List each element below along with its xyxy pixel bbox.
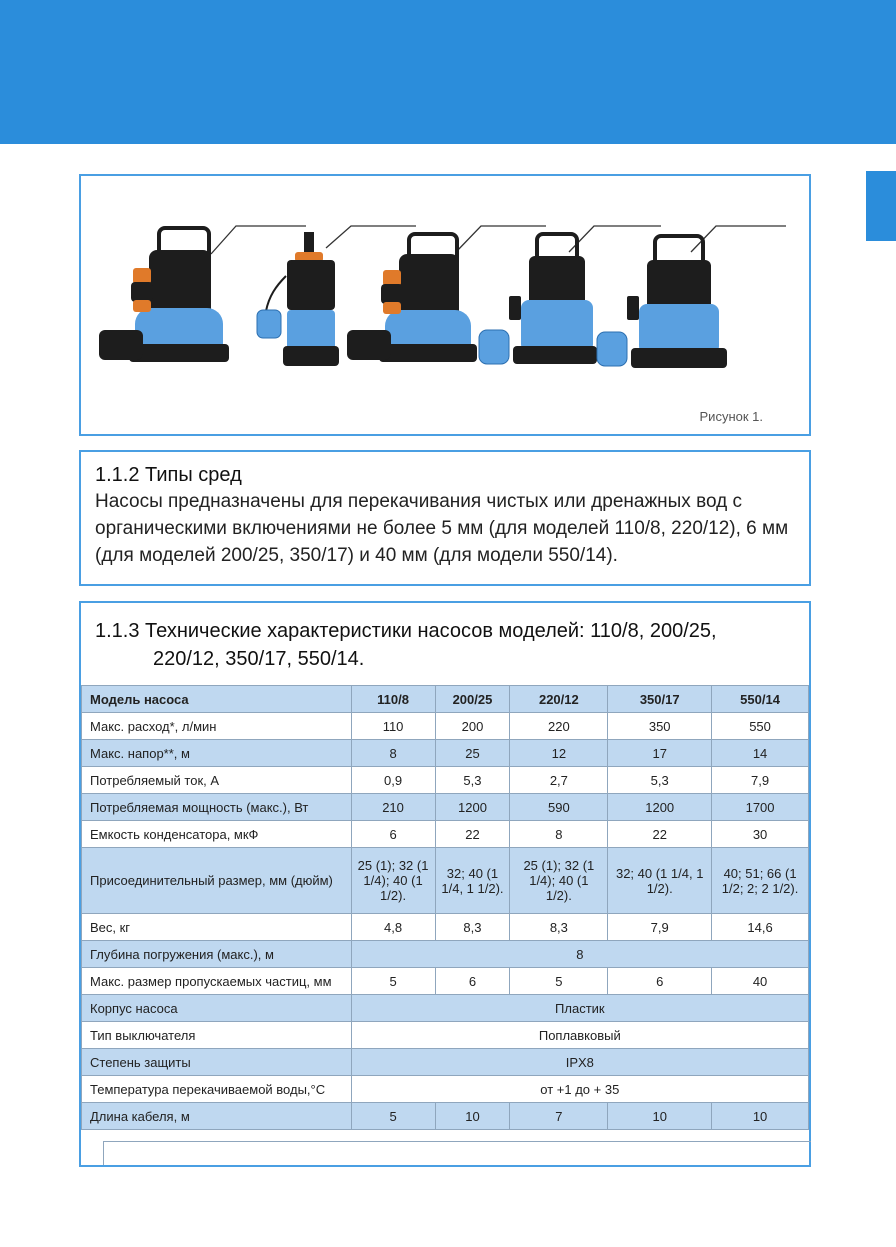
specs-section xyxy=(79,601,811,1167)
row-value: 5 xyxy=(510,968,608,995)
row-value: 590 xyxy=(510,794,608,821)
row-value: 32; 40 (1 1/4, 1 1/2). xyxy=(608,848,712,914)
row-value: 30 xyxy=(712,821,809,848)
row-label: Макс. расход*, л/мин xyxy=(82,713,352,740)
header-band xyxy=(0,0,896,144)
row-label: Тип выключателя xyxy=(82,1022,352,1049)
row-value: 5 xyxy=(351,1103,435,1130)
row-value: 7,9 xyxy=(608,914,712,941)
row-value: 25 xyxy=(435,740,510,767)
table-row xyxy=(82,995,809,1022)
row-label: Потребляемая мощность (макс.), Вт xyxy=(82,794,352,821)
row-value: 14 xyxy=(712,740,809,767)
row-value: 7,9 xyxy=(712,767,809,794)
side-tab xyxy=(866,171,896,241)
specs-table xyxy=(81,685,809,1130)
row-label: Длина кабеля, м xyxy=(82,1103,352,1130)
row-value: 8,3 xyxy=(510,914,608,941)
row-label: Емкость конденсатора, мкФ xyxy=(82,821,352,848)
header-model-2: 200/25 xyxy=(435,686,510,713)
row-value: 5,3 xyxy=(435,767,510,794)
row-label: Вес, кг xyxy=(82,914,352,941)
row-value: 4,8 xyxy=(351,914,435,941)
row-value: 14,6 xyxy=(712,914,809,941)
table-row xyxy=(82,821,809,848)
row-label: Потребляемый ток, А xyxy=(82,767,352,794)
row-value: 22 xyxy=(608,821,712,848)
table-row xyxy=(82,794,809,821)
row-value: 350 xyxy=(608,713,712,740)
figure-caption: Рисунок 1. xyxy=(699,409,763,424)
row-value: 1700 xyxy=(712,794,809,821)
figure-pumps xyxy=(79,174,811,436)
row-value: 40; 51; 66 (1 1/2; 2; 2 1/2). xyxy=(712,848,809,914)
pump-550-14 xyxy=(597,236,727,368)
header-model-1: 110/8 xyxy=(351,686,435,713)
table-row xyxy=(82,1049,809,1076)
row-value: 10 xyxy=(712,1103,809,1130)
table-row xyxy=(82,941,809,968)
row-value-merged: от +1 до + 35 xyxy=(351,1076,808,1103)
table-row xyxy=(82,914,809,941)
row-value: 5 xyxy=(351,968,435,995)
row-value: 110 xyxy=(351,713,435,740)
row-value-merged: Пластик xyxy=(351,995,808,1022)
row-label: Макс. размер пропускаемых частиц, мм xyxy=(82,968,352,995)
header-model-4: 350/17 xyxy=(608,686,712,713)
table-row xyxy=(82,713,809,740)
row-value: 22 xyxy=(435,821,510,848)
row-value: 32; 40 (1 1/4, 1 1/2). xyxy=(435,848,510,914)
table-row xyxy=(82,1076,809,1103)
pump-350-17 xyxy=(479,234,597,364)
table-row xyxy=(82,848,809,914)
specs-heading-line1: 1.1.3 Технические характеристики насосов моделей: 110/8, 200/25, xyxy=(95,620,717,642)
row-value: 6 xyxy=(351,821,435,848)
pump-illustration xyxy=(81,176,809,434)
pump-110-8 xyxy=(99,228,229,362)
row-label: Глубина погружения (макс.), м xyxy=(82,941,352,968)
row-value-merged: Поплавковый xyxy=(351,1022,808,1049)
row-value: 40 xyxy=(712,968,809,995)
row-value: 8,3 xyxy=(435,914,510,941)
row-value: 6 xyxy=(435,968,510,995)
row-label: Присоединительный размер, мм (дюйм) xyxy=(82,848,352,914)
table-header-row xyxy=(82,686,809,713)
media-types-text: Насосы предназначены для перекачивания чистых или дренажных вод с органическими включениями не более 5 мм (для моделей 110/8, 220/12), 6 мм (для моделей 200/25, 350/17) и 40 мм (для модели 550/14). xyxy=(95,491,789,566)
header-model-3: 220/12 xyxy=(510,686,608,713)
table-row xyxy=(82,1022,809,1049)
row-value: 17 xyxy=(608,740,712,767)
media-types-heading: 1.1.2 Типы сред xyxy=(95,464,242,486)
row-value: 550 xyxy=(712,713,809,740)
row-label: Корпус насоса xyxy=(82,995,352,1022)
pump-200-25 xyxy=(257,232,339,366)
row-value: 10 xyxy=(435,1103,510,1130)
row-value: 2,7 xyxy=(510,767,608,794)
row-value: 0,9 xyxy=(351,767,435,794)
row-value: 1200 xyxy=(435,794,510,821)
table-row xyxy=(82,968,809,995)
specs-heading-line2: 220/12, 350/17, 550/14. xyxy=(153,648,365,670)
row-value: 1200 xyxy=(608,794,712,821)
row-value: 200 xyxy=(435,713,510,740)
header-model-label: Модель насоса xyxy=(82,686,352,713)
header-model-5: 550/14 xyxy=(712,686,809,713)
row-label: Температура перекачиваемой воды,°С xyxy=(82,1076,352,1103)
table-row xyxy=(82,740,809,767)
row-value: 8 xyxy=(351,740,435,767)
row-value: 6 xyxy=(608,968,712,995)
row-value: 10 xyxy=(608,1103,712,1130)
row-value-merged: IPX8 xyxy=(351,1049,808,1076)
row-value: 220 xyxy=(510,713,608,740)
row-value: 8 xyxy=(510,821,608,848)
row-value: 25 (1); 32 (1 1/4); 40 (1 1/2). xyxy=(351,848,435,914)
pump-220-12 xyxy=(347,234,477,362)
table-footer-line xyxy=(103,1141,811,1165)
row-value: 210 xyxy=(351,794,435,821)
row-label: Степень защиты xyxy=(82,1049,352,1076)
table-row xyxy=(82,1103,809,1130)
row-label: Макс. напор**, м xyxy=(82,740,352,767)
row-value: 7 xyxy=(510,1103,608,1130)
row-value: 5,3 xyxy=(608,767,712,794)
row-value: 25 (1); 32 (1 1/4); 40 (1 1/2). xyxy=(510,848,608,914)
specs-heading xyxy=(95,617,795,673)
table-row xyxy=(82,767,809,794)
media-types-section xyxy=(79,450,811,586)
row-value-merged: 8 xyxy=(351,941,808,968)
row-value: 12 xyxy=(510,740,608,767)
